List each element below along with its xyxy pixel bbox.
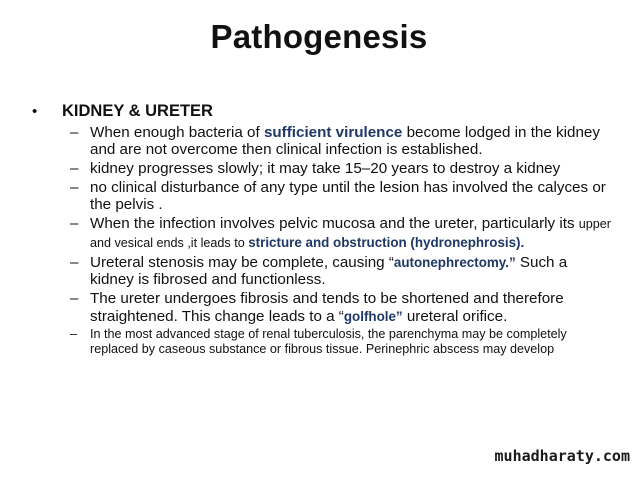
- sub-bullet-item: [70, 179, 612, 214]
- sub-bullet-text: [90, 124, 612, 159]
- sub-bullet-text: [90, 327, 612, 357]
- text-run: kidney progresses slowly; it may take 15–20 years to destroy a kidney: [90, 160, 561, 177]
- sub-bullet-text: [90, 160, 612, 177]
- text-run: Ureteral stenosis may be complete, causing “: [90, 253, 394, 271]
- sub-bullet-text: [90, 215, 612, 252]
- main-bullet: [32, 101, 612, 122]
- sub-bullet-list: [32, 124, 612, 357]
- emphasis-text: stricture and obstruction (hydronephrosis).: [248, 234, 525, 250]
- sub-bullet-item: [70, 124, 612, 159]
- text-run: no clinical disturbance of any type until the lesion has involved the calyces or the pelvis .: [90, 179, 606, 214]
- text-run: ureteral orifice.: [402, 307, 508, 325]
- dash-marker: –: [70, 215, 79, 233]
- sub-bullet-item: [70, 215, 612, 252]
- text-run: In the most advanced stage of renal tuberculosis, the parenchyma may be completely replaced by caseous substance or fibrous tissue. Perinephric abscess may develop: [90, 327, 567, 357]
- emphasis-text: autonephrectomy.”: [393, 254, 516, 270]
- slide-content: [32, 101, 612, 357]
- sub-bullet-text: [90, 290, 612, 325]
- text-run: When enough bacteria of: [90, 123, 264, 141]
- text-run: When the infection involves pelvic mucosa and the ureter, particularly its: [90, 215, 579, 233]
- dash-marker: –: [70, 253, 79, 271]
- sub-bullet-item: [70, 290, 612, 325]
- emphasis-text: sufficient virulence: [263, 123, 403, 141]
- dash-marker: –: [70, 290, 79, 308]
- text-run: Such a kidney is fibrosed and functionless.: [90, 253, 568, 289]
- bullet-heading: KIDNEY & URETER: [62, 102, 213, 120]
- text-run: become lodged in the kidney and are not overcome then clinical infection is established.: [90, 123, 600, 158]
- dash-marker: –: [70, 123, 79, 141]
- watermark: muhadharaty.com: [494, 447, 630, 465]
- slide-title: Pathogenesis: [210, 18, 428, 55]
- sub-bullet-text: [90, 254, 612, 289]
- dash-marker: –: [70, 327, 78, 342]
- sub-bullet-item: [70, 254, 612, 289]
- sub-bullet-item: [70, 160, 612, 177]
- bullet-marker: •: [32, 103, 38, 120]
- sub-bullet-item: [70, 327, 612, 357]
- emphasis-text: upper and vesical ends ,it leads to: [90, 217, 611, 250]
- text-run: The ureter undergoes fibrosis and tends to be shortened and therefore straightened. This change leads to a “: [90, 290, 564, 325]
- emphasis-text: golfhole”: [343, 308, 403, 324]
- dash-marker: –: [70, 179, 79, 196]
- dash-marker: –: [70, 160, 79, 177]
- sub-bullet-text: [90, 179, 612, 214]
